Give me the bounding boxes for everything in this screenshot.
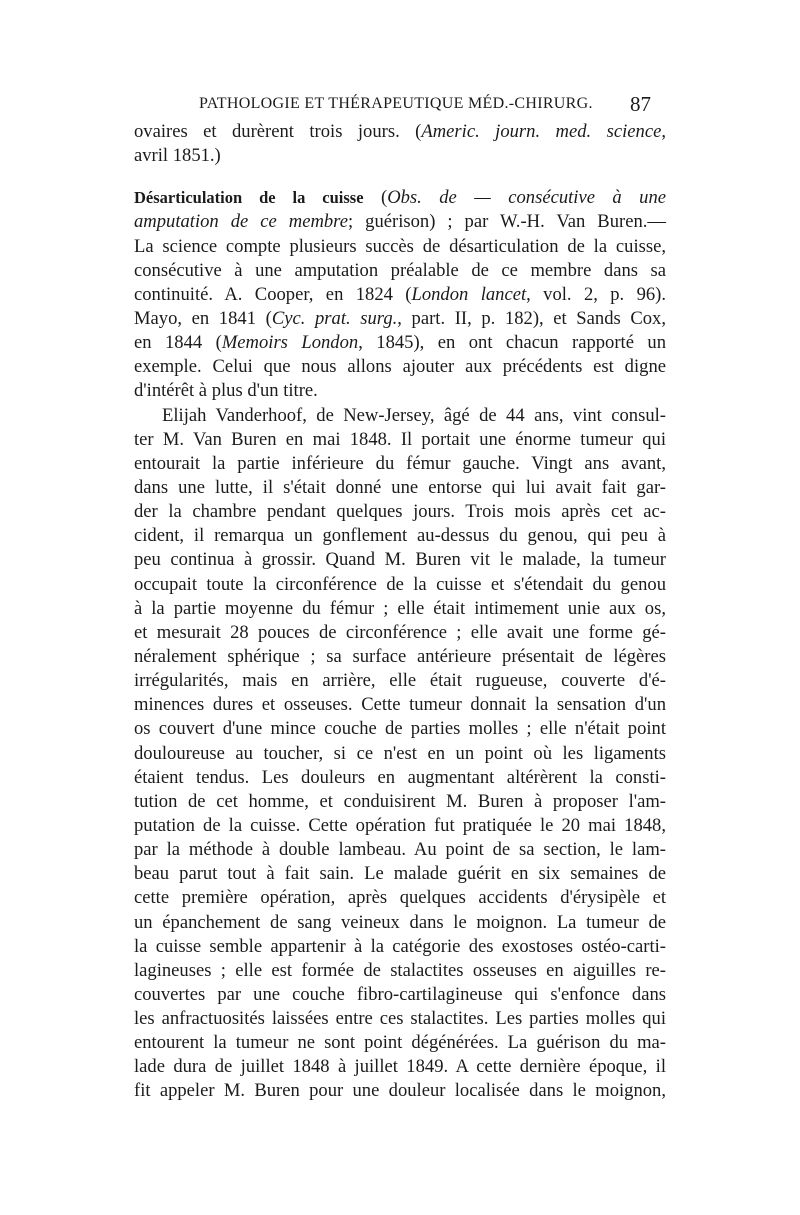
running-head: PATHOLOGIE ET THÉRAPEUTIQUE MÉD.-CHIRURG.	[199, 95, 593, 112]
text-line: avril 1851.)	[134, 145, 221, 167]
text-line: entourent la tumeur ne sont point dégénérées. La guérison du ma-	[134, 1032, 666, 1054]
text-line: continuité. A. Cooper, en 1824 (London lancet, vol. 2, p. 96).	[134, 283, 667, 305]
text-line: amputation de ce membre; guérison) ; par W.-H. Van Buren.—	[134, 211, 666, 233]
text-line: occupait toute la circonférence de la cuisse et s'étendait du genou	[134, 573, 666, 595]
paragraph-1	[134, 120, 666, 168]
paragraph-gap	[134, 168, 666, 186]
text-line: d'intérêt à plus d'un titre.	[134, 380, 318, 402]
page-number: 87	[630, 92, 651, 116]
text-line: la cuisse semble appartenir à la catégorie des exostoses ostéo-carti-	[134, 935, 666, 957]
text-line: Désarticulation de la cuisse (Obs. de — consécutive à une	[134, 187, 666, 209]
text-line: et mesurait 28 pouces de circonférence ; elle avait une forme gé-	[134, 621, 666, 643]
text-line: néralement sphérique ; sa surface antérieure présentait de légères	[134, 645, 666, 667]
text-line: irrégularités, mais en arrière, elle était rugueuse, couverte d'é-	[134, 670, 666, 692]
section-heading: Désarticulation de la cuisse	[134, 188, 364, 208]
text-line: minences dures et osseuses. Cette tumeur donnait la sensation d'un	[134, 694, 666, 716]
text-line: Elijah Vanderhoof, de New-Jersey, âgé de 44 ans, vint consul-	[162, 404, 666, 426]
text-line: exemple. Celui que nous allons ajouter aux précédents est digne	[134, 356, 666, 378]
text-body	[134, 120, 666, 1104]
text-line: ovaires et durèrent trois jours. (Americ. journ. med. science,	[134, 121, 666, 142]
text-line: consécutive à une amputation préalable de ce membre dans sa	[134, 259, 666, 281]
text-line: lade dura de juillet 1848 à juillet 1849. A cette dernière époque, il	[134, 1056, 666, 1078]
text-line: douloureuse au toucher, si ce n'est en un point où les ligaments	[134, 742, 666, 764]
text-line: Mayo, en 1841 (Cyc. prat. surg., part. II, p. 182), et Sands Cox,	[134, 307, 666, 329]
text-line: à la partie moyenne du fémur ; elle était intimement unie aux os,	[134, 597, 666, 619]
paragraph-3	[134, 404, 666, 1104]
text-line: cident, il remarqua un gonflement au-dessus du genou, qui peu à	[134, 525, 666, 547]
paragraph-2	[134, 186, 666, 403]
text-line: couvertes par une couche fibro-cartilagineuse qui s'enfonce dans	[134, 983, 666, 1005]
text-line: lagineuses ; elle est formée de stalactites osseuses en aiguilles re-	[134, 959, 666, 981]
text-line: putation de la cuisse. Cette opération fut pratiquée le 20 mai 1848,	[134, 814, 666, 836]
text-line: étaient tendus. Les douleurs en augmentant altérèrent la consti-	[134, 766, 666, 788]
text-line: tution de cet homme, et conduisirent M. Buren à proposer l'am-	[134, 790, 666, 812]
text-line: les anfractuosités laissées entre ces stalactites. Les parties molles qui	[134, 1008, 666, 1030]
text-line: cette première opération, après quelques accidents d'érysipèle et	[134, 887, 666, 909]
text-line: fit appeler M. Buren pour une douleur localisée dans le moignon,	[134, 1080, 666, 1102]
text-line: der la chambre pendant quelques jours. Trois mois après cet ac-	[134, 501, 666, 523]
journal-citation: Americ. journ. med. science	[421, 121, 662, 142]
text-line: un épanchement de sang veineux dans le moignon. La tumeur de	[134, 911, 666, 933]
text-line: peu continua à grossir. Quand M. Buren vit le malade, la tumeur	[134, 549, 666, 571]
text-line: La science compte plusieurs succès de désarticulation de la cuisse,	[134, 235, 666, 257]
text-line: par la méthode à double lambeau. Au point de sa section, le lam-	[134, 839, 666, 861]
text-line: en 1844 (Memoirs London, 1845), en ont chacun rapporté un	[134, 332, 666, 354]
text-line: ter M. Van Buren en mai 1848. Il portait une énorme tumeur qui	[134, 428, 666, 450]
text-line: beau parut tout à fait sain. Le malade guérit en six semaines de	[134, 863, 666, 885]
page-header	[0, 93, 800, 123]
text-line: entourait la partie inférieure du fémur gauche. Vingt ans avant,	[134, 452, 666, 474]
text-line: dans une lutte, il s'était donné une entorse qui lui avait fait gar-	[134, 476, 666, 498]
text-line: os couvert d'une mince couche de parties molles ; elle n'était point	[134, 718, 666, 740]
